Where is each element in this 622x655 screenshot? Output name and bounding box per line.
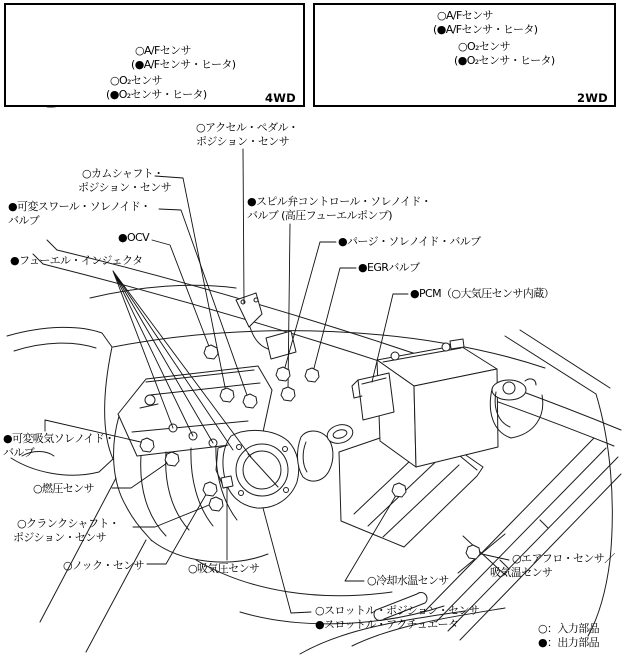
purge-valve-icon xyxy=(276,367,290,381)
crank-sensor-icon xyxy=(209,497,223,511)
knock-sensor-icon xyxy=(203,482,217,496)
label-airflow-intake-temp-sensor xyxy=(490,552,615,579)
label-camshaft-position-sensor xyxy=(78,167,172,194)
label-map-sensor xyxy=(188,562,259,576)
leader-accel-pedal xyxy=(243,149,244,303)
label-line: ○吸気圧センサ xyxy=(188,562,260,575)
label-purge-solenoid-valve xyxy=(338,235,481,249)
camshaft-sensor-icon xyxy=(220,388,234,402)
label-line: ●パージ・ソレノイド・バルブ xyxy=(338,235,481,248)
label-line: ●スピル弁コントロール・ソレノイド・ xyxy=(247,195,432,208)
label-line: ○A/Fセンサ xyxy=(437,9,493,22)
leader-camshaft xyxy=(155,176,226,392)
leader-ocv xyxy=(152,240,210,349)
label-fuel-injector xyxy=(10,254,143,268)
label-fuel-pressure-sensor xyxy=(33,482,94,496)
label-line: (●A/Fセンサ・ヒータ) xyxy=(131,57,236,71)
label-o2-sensor-2wd xyxy=(454,40,555,67)
label-line: ポジション・センサ xyxy=(78,180,172,194)
battery-drawing xyxy=(377,339,498,467)
label-line: ●可変吸気ソレノイド・ xyxy=(3,432,115,445)
leader-throttle xyxy=(263,508,311,613)
label-line: バルブ (高圧フューエルポンプ) xyxy=(247,208,392,222)
label-line: バルブ xyxy=(3,445,35,459)
leader-swirl xyxy=(159,209,248,398)
label-crankshaft-position-sensor xyxy=(13,517,120,544)
label-egr-valve xyxy=(358,261,420,275)
drive-type-2wd: 2WD xyxy=(577,91,608,105)
label-line: (●O₂センサ・ヒータ) xyxy=(454,53,555,67)
legend xyxy=(538,622,599,649)
leader-spill xyxy=(288,224,290,391)
label-variable-intake-solenoid-valve xyxy=(3,432,115,459)
label-line: (●O₂センサ・ヒータ) xyxy=(106,87,207,101)
intake-solenoid-icon xyxy=(140,438,154,452)
label-af-sensor-4wd xyxy=(131,44,236,71)
label-line: ○冷却水温センサ xyxy=(367,574,449,587)
ocv-icon xyxy=(204,345,218,359)
label-accel-pedal-position-sensor xyxy=(196,121,298,148)
label-line: ○エアフロ・センサ／ xyxy=(512,552,615,565)
throttle-body-drawing xyxy=(216,430,299,508)
legend-input-parts: ○：入力部品 xyxy=(538,622,599,635)
airflow-sensor-icon xyxy=(466,545,480,559)
swirl-valve-icon xyxy=(243,394,257,408)
label-knock-sensor xyxy=(63,559,144,573)
label-coolant-temp-sensor xyxy=(367,574,449,588)
label-o2-sensor-4wd xyxy=(106,74,207,101)
label-line: バルブ xyxy=(8,213,40,227)
pcm-drawing xyxy=(352,373,394,420)
label-line: ●EGRバルブ xyxy=(358,261,420,274)
label-line: ○A/Fセンサ xyxy=(135,44,191,57)
label-line: ●OCV xyxy=(118,231,150,244)
leader-egr xyxy=(313,268,356,372)
label-line: ○ノック・センサ xyxy=(63,559,145,572)
label-line: ●フューエル・インジェクタ xyxy=(10,254,143,267)
label-line: ポジション・センサ xyxy=(196,134,290,148)
spill-valve-icon xyxy=(281,387,295,401)
leader-injector xyxy=(113,271,251,457)
legend-output-parts: ●：出力部品 xyxy=(538,635,599,649)
label-line: ●可変スワール・ソレノイド・ xyxy=(8,200,151,213)
label-line: ●スロットル・アクチュエータ xyxy=(315,617,459,631)
label-spill-valve-control-solenoid-valve xyxy=(247,195,431,222)
label-pcm xyxy=(410,287,554,301)
label-throttle-position-sensor-actuator xyxy=(315,604,479,631)
label-line: ○スロットル・ポジション・センサ xyxy=(315,604,480,617)
label-line: ○カムシャフト・ xyxy=(82,167,164,180)
label-line: ●PCM（○大気圧センサ内蔵） xyxy=(410,287,555,300)
egr-valve-icon xyxy=(305,368,319,382)
fuel-pressure-sensor-icon xyxy=(165,452,179,466)
map-sensor-icon xyxy=(221,476,233,488)
label-line: ○クランクシャフト・ xyxy=(17,517,120,530)
drive-type-4wd: 4WD xyxy=(265,91,296,105)
coolant-sensor-icon xyxy=(392,483,406,497)
label-line: ○O₂センサ xyxy=(458,40,511,53)
label-line: ○燃圧センサ xyxy=(33,482,94,495)
label-line: ○アクセル・ペダル・ xyxy=(196,121,299,134)
label-line: 吸気温センサ xyxy=(490,565,553,579)
label-line: ポジション・センサ xyxy=(13,530,107,544)
label-af-sensor-2wd xyxy=(433,9,538,36)
label-line: ○O₂センサ xyxy=(110,74,163,87)
label-variable-swirl-solenoid-valve xyxy=(8,200,151,227)
label-line: (●A/Fセンサ・ヒータ) xyxy=(433,22,538,36)
label-ocv xyxy=(118,231,149,245)
